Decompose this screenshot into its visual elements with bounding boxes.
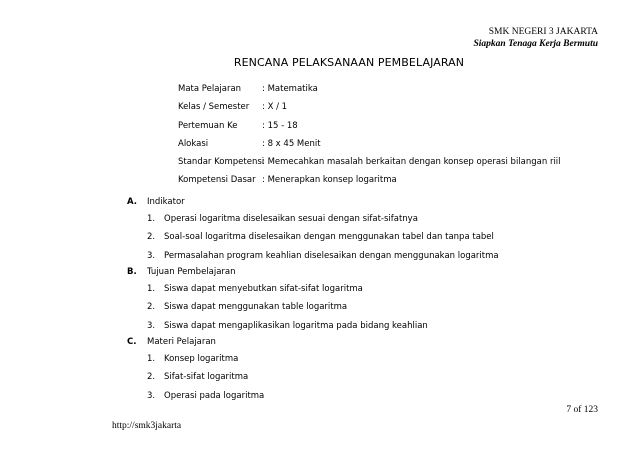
item-text: Operasi pada logaritma [164,390,265,401]
item-text: Operasi logaritma diselesaikan sesuai dengan sifat-sifatnya [164,214,418,224]
info-label: Mata Pelajaran [178,84,242,94]
list-item [127,354,264,372]
section-heading [127,337,264,354]
item-number: 1. [147,214,156,224]
info-row [178,121,561,139]
info-label: Alokasi [178,138,209,149]
info-label: Pertemuan Ke [178,120,238,131]
info-row [178,102,561,120]
info-value: : Matematika [262,84,318,94]
info-row [178,139,561,157]
list-item [127,391,264,409]
info-row [178,175,561,193]
item-number: 2. [147,232,156,243]
section-heading [127,197,499,214]
section-materi-pelajaran [127,337,264,409]
item-number: 1. [147,284,156,294]
list-item [127,372,264,390]
item-number: 3. [147,250,156,261]
list-item [127,214,499,232]
info-label: Standar Kompetensi [178,157,265,168]
info-label: Kelas / Semester [178,102,250,113]
item-number: 2. [147,372,156,383]
school-tagline: Siapkan Tenaga Kerja Bermutu [473,39,598,49]
item-text: Siswa dapat menyebutkan sifat-sifat logaritma [164,284,363,294]
item-number: 3. [147,320,156,331]
info-label: Kompetensi Dasar [178,175,256,186]
section-tujuan-pembelajaran [127,267,428,339]
list-item [127,302,428,320]
item-text: Permasalahan program keahlian diselesaikan dengan menggunakan logaritma [164,250,499,261]
section-title: Materi Pelajaran [147,337,216,347]
list-item [127,284,428,302]
info-value: : Memecahkan masalah berkaitan dengan konsep operasi bilangan riil [262,157,561,168]
item-text: Soal-soal logaritma diselesaikan dengan menggunakan tabel dan tanpa tabel [164,232,494,243]
info-row [178,157,561,175]
item-text: Siswa dapat mengaplikasikan logaritma pada bidang keahlian [164,320,428,331]
info-value: : 15 - 18 [262,120,298,131]
section-letter: C. [127,337,137,347]
item-text: Siswa dapat menggunakan table logaritma [164,302,348,313]
section-indikator [127,197,499,269]
document-title: RENCANA PELAKSANAAN PEMBELAJARAN [233,56,465,69]
school-name: SMK NEGERI 3 JAKARTA [488,27,598,37]
section-letter: B. [127,267,137,277]
item-text: Sifat-sifat logaritma [164,372,249,383]
item-text: Konsep logaritma [164,354,239,364]
info-value: : X / 1 [262,102,288,113]
info-value: : 8 x 45 Menit [262,138,321,149]
footer-url: http://smk3jakarta [112,421,182,431]
section-title: Tujuan Pembelajaran [147,267,236,277]
section-title: Indikator [147,197,185,207]
info-table [178,84,561,194]
page-header [474,26,599,50]
item-number: 2. [147,302,156,313]
section-letter: A. [127,197,137,207]
info-row [178,84,561,102]
info-value: : Menerapkan konsep logaritma [262,175,397,186]
item-number: 3. [147,390,156,401]
item-number: 1. [147,354,156,364]
list-item [127,232,499,250]
section-heading [127,267,428,284]
page-number: 7 of 123 [566,405,598,415]
